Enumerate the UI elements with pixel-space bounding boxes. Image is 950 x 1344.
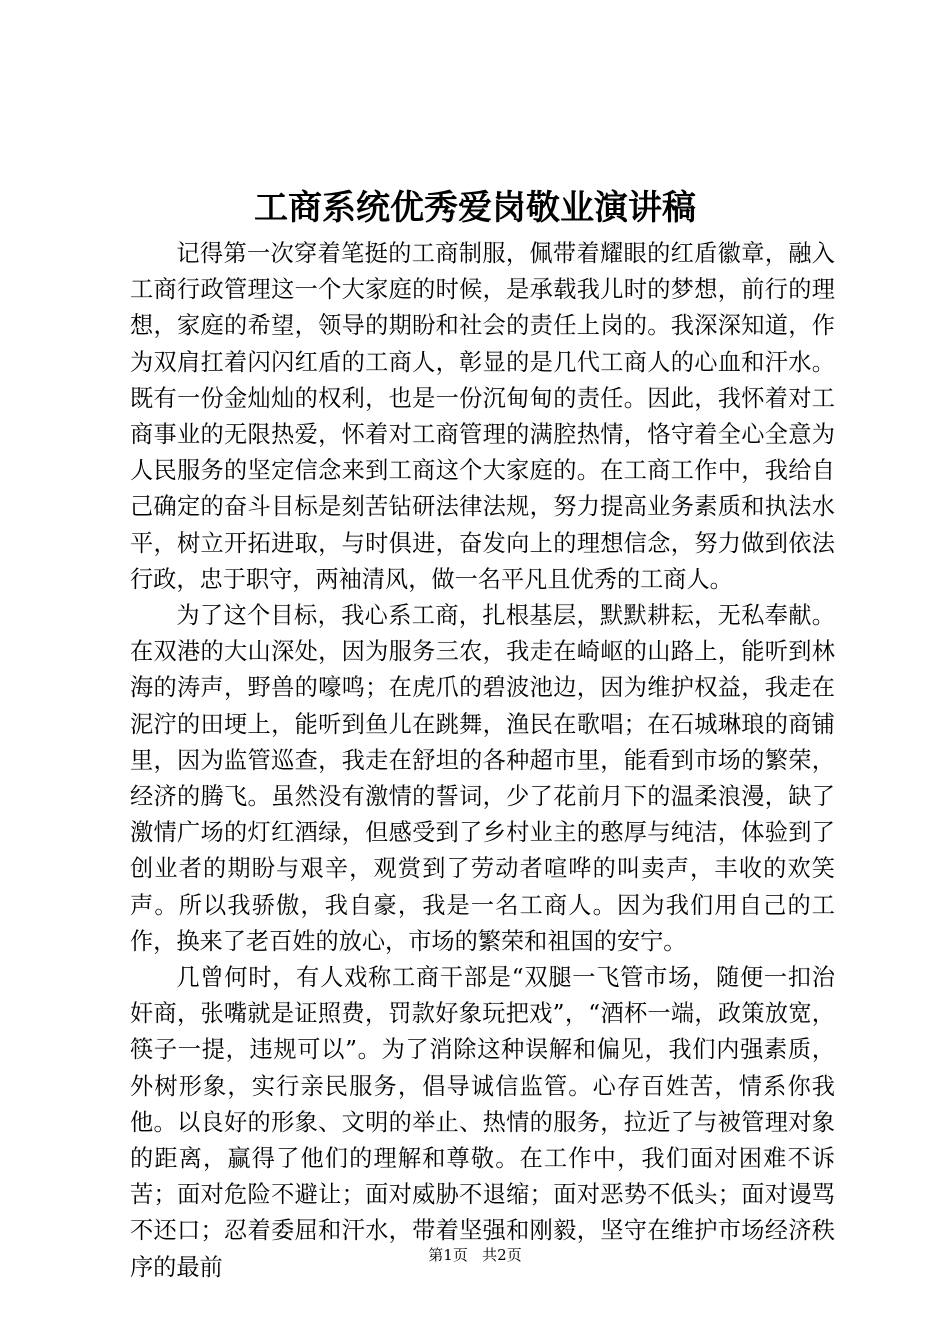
document-title: 工商系统优秀爱岗敬业演讲稿 [254,188,696,228]
paragraph-1: 记得第一次穿着笔挺的工商制服，佩带着耀眼的红盾徽章，融入工商行政管理这一个大家庭的时候，是承载我儿时的梦想，前行的理想，家庭的希望，领导的期盼和社会的责任上岗的。我深深知道，作为双肩扛着闪闪红盾的工商人，彰显的是几代工商人的心血和汗水。既有一份金灿灿的权利，也是一份沉甸甸的责任。因此，我怀着对工商事业的无限热爱，怀着对工商管理的满腔热情，恪守着全心全意为人民服务的坚定信念来到工商这个大家庭的。在工商工作中，我给自己确定的奋斗目标是刻苦钻研法律法规，努力提高业务素质和执法水平，树立开拓进取，与时俱进，奋发向上的理想信念，努力做到依法行政，忠于职守，两袖清风，做一名平凡且优秀的工商人。 [130,240,835,593]
page-footer [0,1243,950,1267]
paragraph-3: 几曾何时，有人戏称工商干部是“双腿一飞管市场，随便一扣治奸商，张嘴就是证照费，罚款好象玩把戏”，“酒杯一端，政策放宽，筷子一提，违规可以”。为了消除这种误解和偏见，我们内强素质，外树形象，实行亲民服务，倡导诚信监管。心存百姓苦，情系你我他。以良好的形象、文明的举止、热情的服务，拉近了与被管理对象的距离，赢得了他们的理解和尊敬。在工作中，我们面对困难不诉苦；面对危险不避让；面对威胁不退缩；面对恶势不低头；面对谩骂不还口；忍着委屈和汗水，带着坚强和刚毅，坚守在维护市场经济秩序的最前 [130,964,835,1281]
document-body [130,236,835,1286]
page-total: 共2页 [482,1246,522,1264]
paragraph-2: 为了这个目标，我心系工商，扎根基层，默默耕耘，无私奉献。在双港的大山深处，因为服务三农，我走在崎岖的山路上，能听到林海的涛声，野兽的嚎鸣；在虎爪的碧波池边，因为维护权益，我走在泥泞的田埂上，能听到鱼儿在跳舞，渔民在歌唱；在石城琳琅的商铺里，因为监管巡查，我走在舒坦的各种超市里，能看到市场的繁荣，经济的腾飞。虽然没有激情的誓词，少了花前月下的温柔浪漫，缺了激情广场的灯红酒绿，但感受到了乡村业主的憨厚与纯洁，体验到了创业者的期盼与艰辛，观赏到了劳动者喧哗的叫卖声，丰收的欢笑声。所以我骄傲，我自豪，我是一名工商人。因为我们用自己的工作，换来了老百姓的放心，市场的繁荣和祖国的安宁。 [130,602,835,955]
page-number: 第1页 [428,1246,468,1264]
